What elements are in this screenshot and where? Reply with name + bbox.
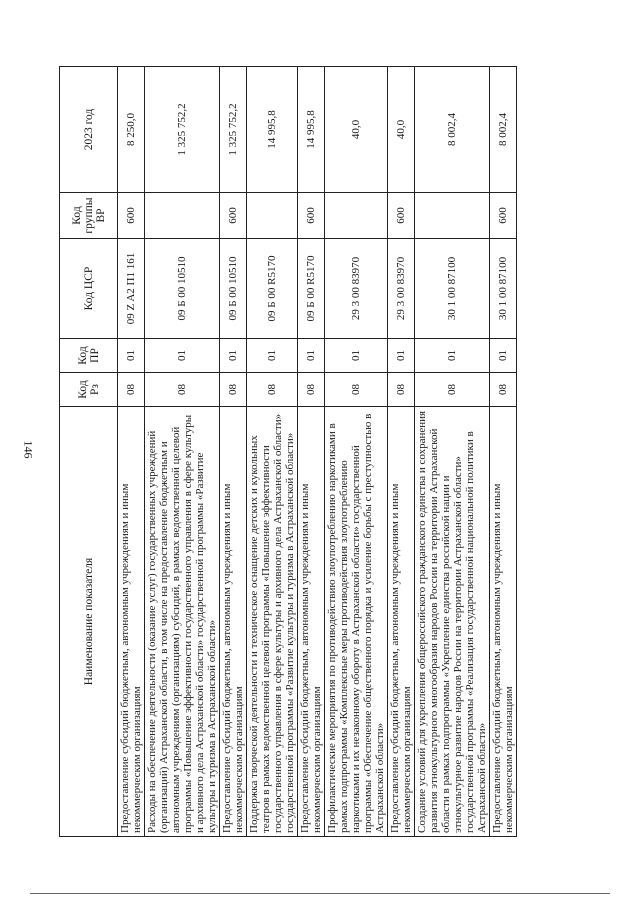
budget-table-container (59, 67, 585, 837)
row-rz: 08 (220, 373, 247, 407)
row-rz: 08 (145, 373, 220, 407)
row-csr: 09 Б 00 R5170 (247, 239, 298, 339)
row-vr: 600 (490, 193, 517, 239)
header-vr: Код группы ВР (60, 193, 118, 239)
row-name: Профилактические мероприятия по противодействию злоупотреблению наркотиками в рамках подпрограммы «Комплексные меры противодействия злоупотреблению наркотиками и их незаконному обороту в Астраханской области» государственной программы «Обеспечение общественного порядка и усиление борьбы с преступностью в Астраханской области» (325, 407, 388, 837)
table-row (325, 67, 388, 837)
header-rz: Код Рз (60, 373, 118, 407)
row-amount: 8 250,0 (118, 67, 145, 193)
row-pr: 01 (247, 339, 298, 373)
table-row (145, 67, 220, 837)
budget-table (59, 66, 517, 837)
row-amount: 8 002,4 (490, 67, 517, 193)
row-csr: 09 Б 00 10510 (145, 239, 220, 339)
table-row (247, 67, 298, 837)
row-amount: 40,0 (388, 67, 415, 193)
row-rz: 08 (388, 373, 415, 407)
row-vr: 600 (118, 193, 145, 239)
row-name: Создание условий для укрепления общероссийского гражданского единства и сохранения развития этнокультурного многообразия народов России на территории Астраханской области в рамках подпрограммы «Укрепление единства российской нации и этнокультурное развитие народов России на территории Астраханской области» государственной программы «Реализация государственной национальной политики в Астраханской области» (415, 407, 490, 837)
row-rz: 08 (298, 373, 325, 407)
row-vr: 600 (388, 193, 415, 239)
row-csr: 29 3 00 83970 (388, 239, 415, 339)
table-row (490, 67, 517, 837)
row-amount: 40,0 (325, 67, 388, 193)
row-rz: 08 (118, 373, 145, 407)
row-vr: 600 (298, 193, 325, 239)
row-name: Расходы на обеспечение деятельности (оказание услуг) государственных учреждений (организаций) Астраханской области, в том числе на предоставление бюджетным и автономным учреждениям (организациям) субсидий, в рамках ведомственной целевой программы «Повышение эффективности государственного управления в сфере культуры и архивного дела Астраханской области» государственной программы «Развитие культуры и туризма в Астраханской области» (145, 407, 220, 837)
row-amount: 1 325 752,2 (145, 67, 220, 193)
table-row (220, 67, 247, 837)
row-csr: 30 1 00 87100 (490, 239, 517, 339)
header-year: 2023 год (60, 67, 118, 193)
row-pr: 01 (145, 339, 220, 373)
row-pr: 01 (220, 339, 247, 373)
row-vr (325, 193, 388, 239)
row-amount: 14 995,8 (247, 67, 298, 193)
row-csr: 29 3 00 83970 (325, 239, 388, 339)
table-row (388, 67, 415, 837)
row-name: Предоставление субсидий бюджетным, автономным учреждениям и иным некоммерческим организациям (220, 407, 247, 837)
row-csr: 30 1 00 87100 (415, 239, 490, 339)
row-vr (145, 193, 220, 239)
row-name: Предоставление субсидий бюджетным, автономным учреждениям и иным некоммерческим организациям (298, 407, 325, 837)
row-rz: 08 (325, 373, 388, 407)
row-pr: 01 (325, 339, 388, 373)
row-pr: 01 (415, 339, 490, 373)
row-pr: 01 (298, 339, 325, 373)
row-vr (247, 193, 298, 239)
row-rz: 08 (415, 373, 490, 407)
row-name: Предоставление субсидий бюджетным, автономным учреждениям и иным некоммерческим организациям (490, 407, 517, 837)
page-bottom-rule (30, 893, 610, 894)
row-vr (415, 193, 490, 239)
table-row (415, 67, 490, 837)
header-csr: Код ЦСР (60, 239, 118, 339)
row-amount: 8 002,4 (415, 67, 490, 193)
row-name: Предоставление субсидий бюджетным, автономным учреждениям и иным некоммерческим организациям (388, 407, 415, 837)
header-name: Наименование показателя (60, 407, 118, 837)
row-name: Предоставление субсидий бюджетным, автономным учреждениям и иным некоммерческим организациям (118, 407, 145, 837)
page-number: 146 (21, 440, 36, 459)
row-csr: 09 Б 00 R5170 (298, 239, 325, 339)
row-amount: 14 995,8 (298, 67, 325, 193)
row-pr: 01 (118, 339, 145, 373)
header-pr: Код ПР (60, 339, 118, 373)
row-name: Поддержка творческой деятельности и техническое оснащение детских и кукольных театров в рамках ведомственной целевой программы «Повышение эффективности государственного управления в сфере культуры и архивного дела Астраханской области» государственной программы «Развитие культуры и туризма в Астраханской области» (247, 407, 298, 837)
row-vr: 600 (220, 193, 247, 239)
row-rz: 08 (247, 373, 298, 407)
row-rz: 08 (490, 373, 517, 407)
row-amount: 1 325 752,2 (220, 67, 247, 193)
row-csr: 09 Б 00 10510 (220, 239, 247, 339)
table-header-row (60, 67, 118, 837)
table-row (118, 67, 145, 837)
row-pr: 01 (388, 339, 415, 373)
row-csr: 09 Z A2 П1 161 (118, 239, 145, 339)
table-row (298, 67, 325, 837)
row-pr: 01 (490, 339, 517, 373)
